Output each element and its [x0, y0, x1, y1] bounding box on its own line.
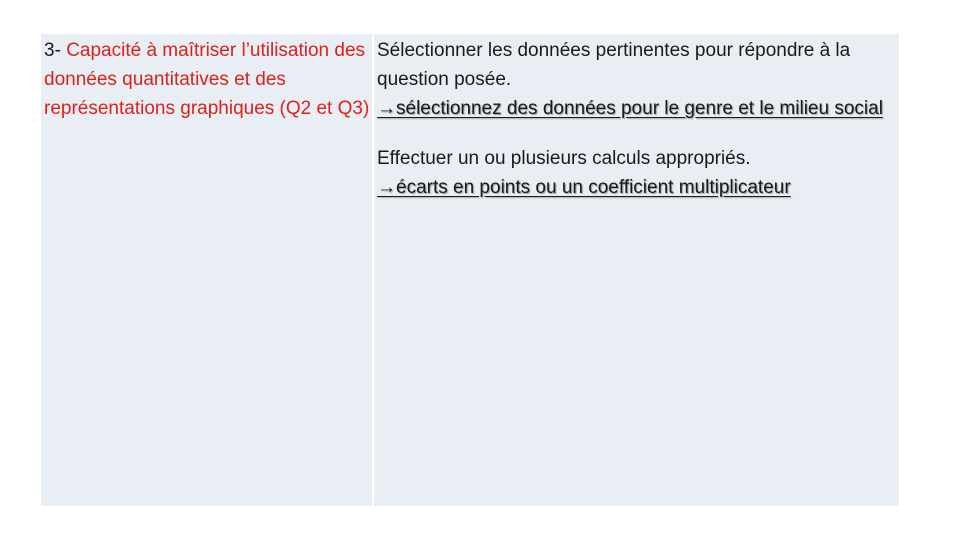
hint-select-data-text: →sélectionnez des données pour le genre et le milieu social: [377, 98, 883, 119]
instruction-select-data: Sélectionner les données pertinentes pour répondre à la question posée.: [377, 40, 851, 90]
hint-calculate: [377, 173, 891, 202]
hint-select-data: [377, 94, 891, 123]
hint-calculate-text: →écarts en points ou un coefficient multiplicateur: [377, 177, 791, 198]
criteria-details-cell: [374, 34, 899, 506]
criteria-table: [41, 34, 899, 506]
criteria-title-cell: [41, 34, 374, 506]
criteria-title: Capacité à maîtriser l’utilisation des données quantitatives et des représentations graphiques (Q2 et Q3): [44, 40, 370, 119]
instruction-calculate: Effectuer un ou plusieurs calculs appropriés.: [377, 148, 751, 169]
criteria-number: 3-: [44, 40, 67, 61]
